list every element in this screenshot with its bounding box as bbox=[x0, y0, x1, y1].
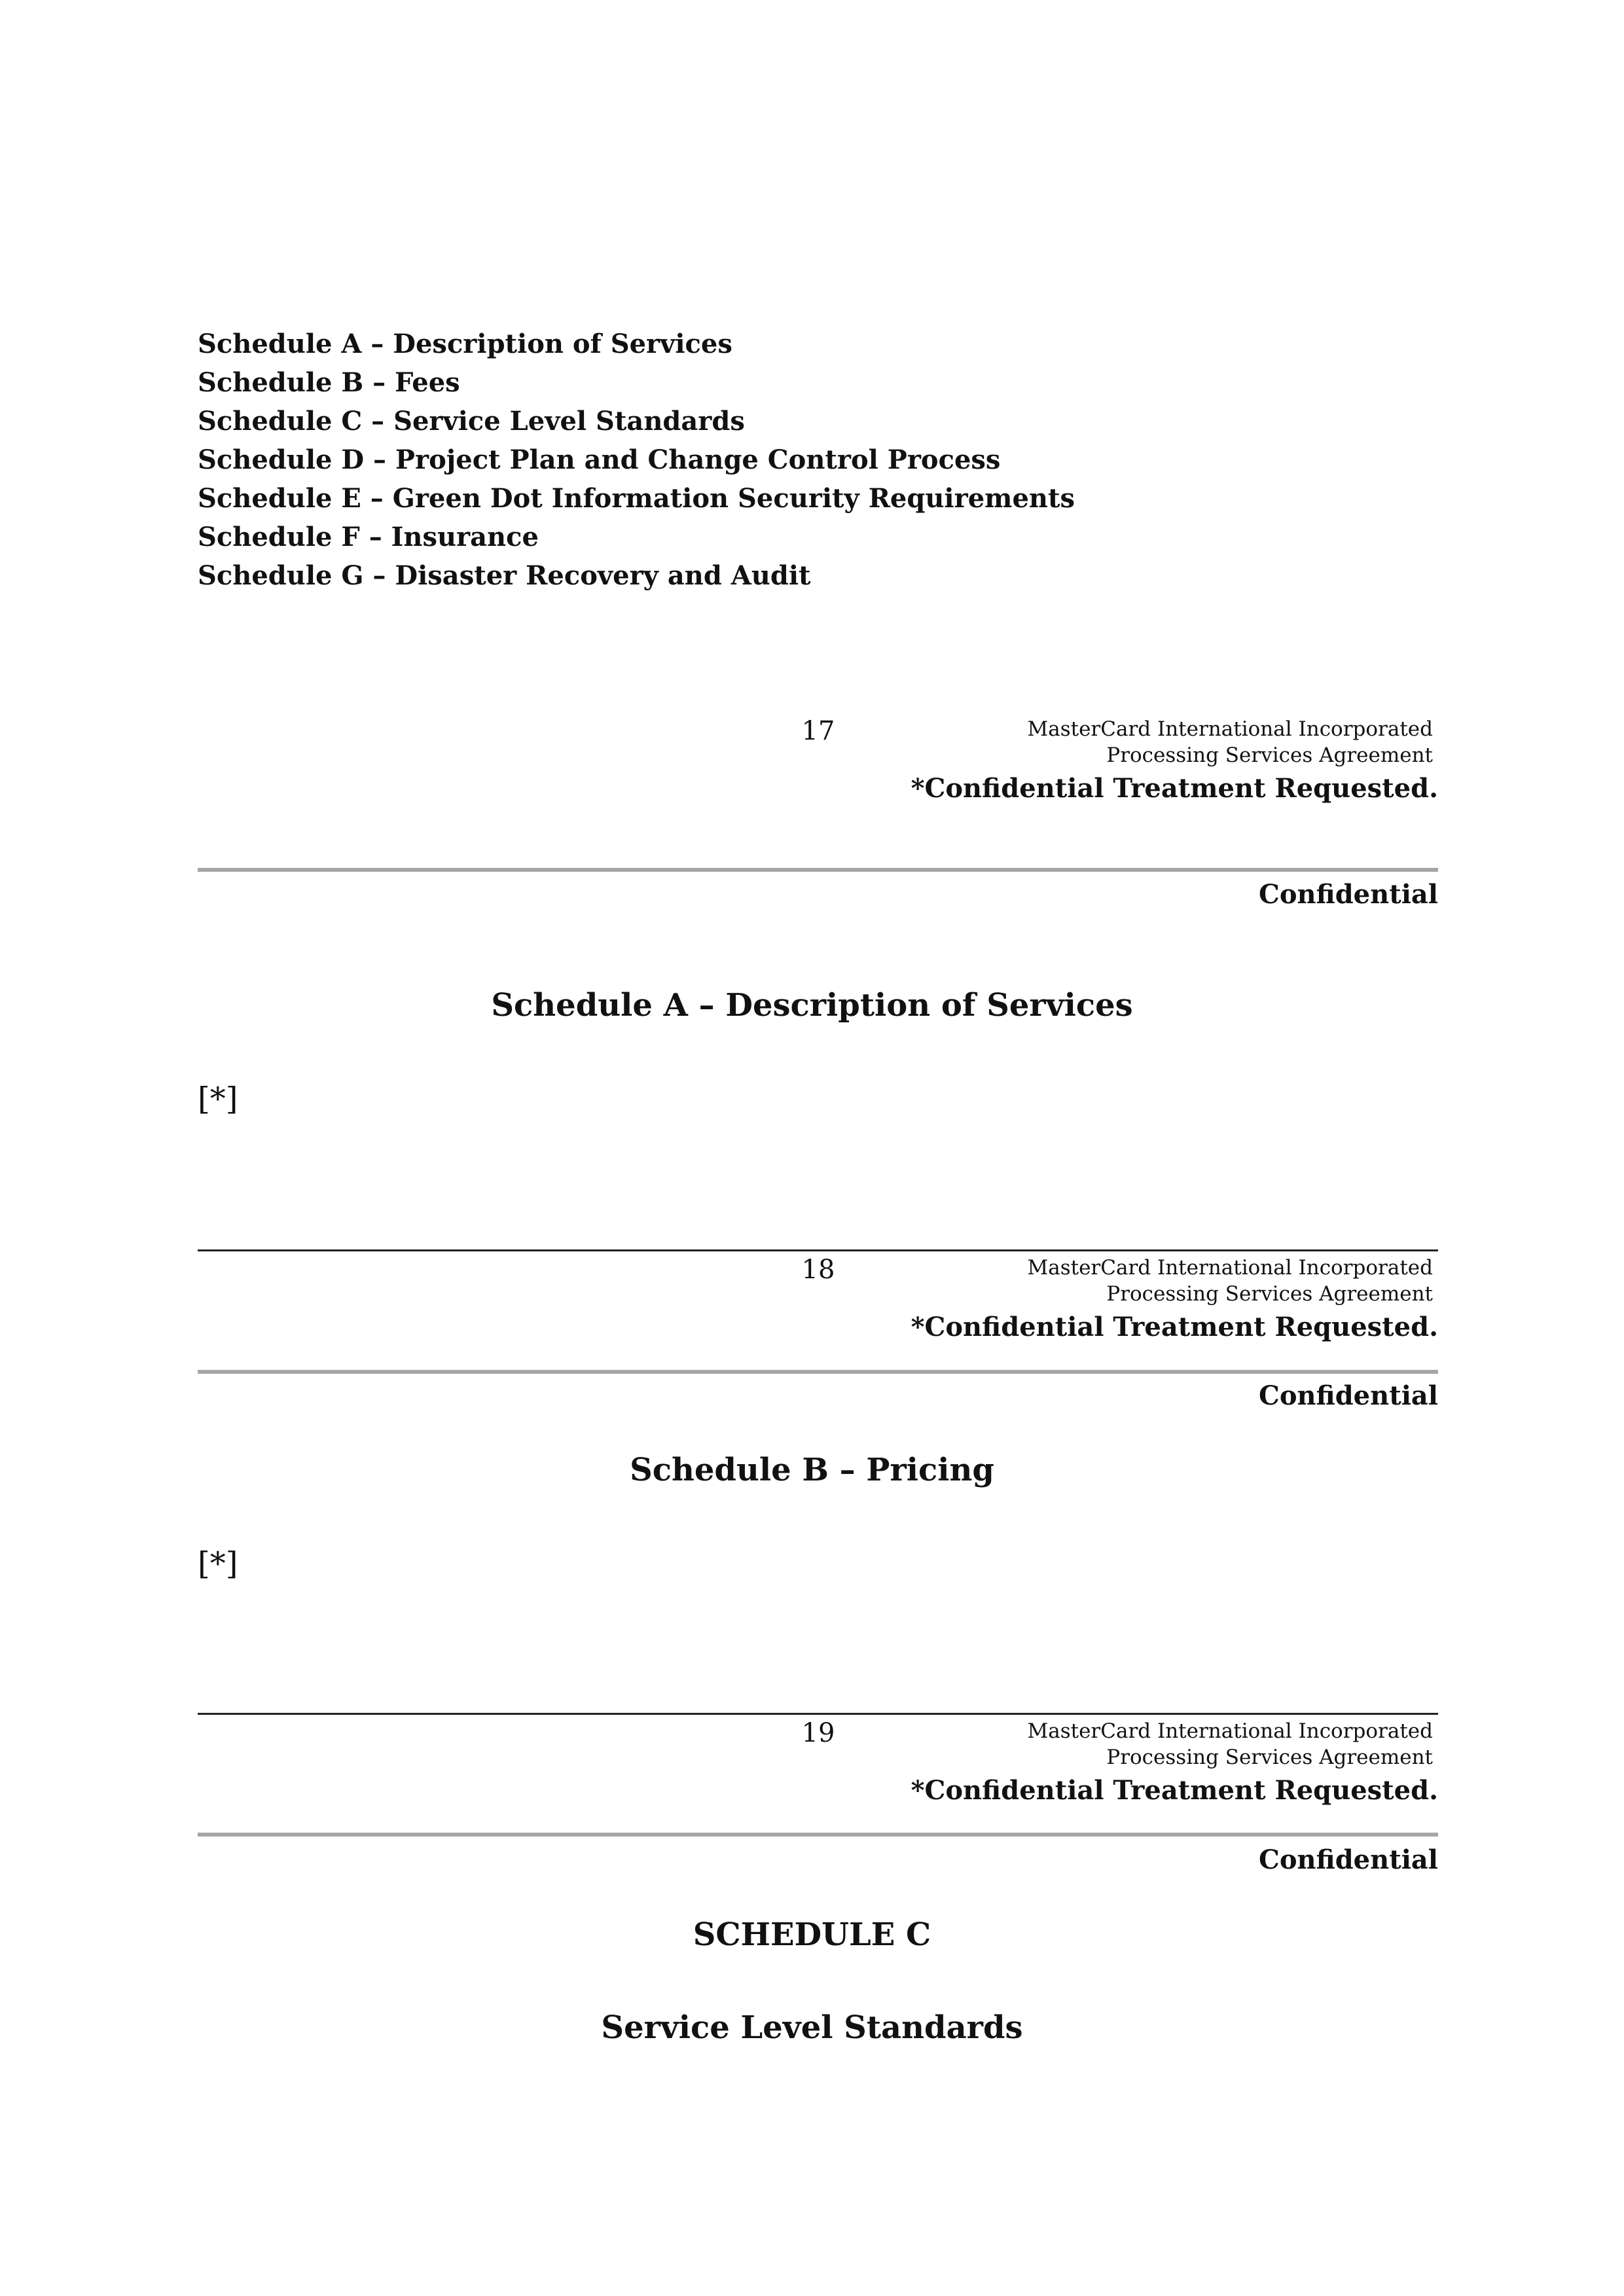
footer-agreement: Processing Services Agreement bbox=[1106, 744, 1433, 767]
page-footer bbox=[849, 1255, 1438, 1344]
confidential-treatment-notice: *Confidential Treatment Requested. bbox=[911, 773, 1438, 804]
schedule-c-title: Service Level Standards bbox=[601, 2009, 1023, 2046]
page-number: 19 bbox=[801, 1718, 835, 1748]
schedule-list-item: Schedule G – Disaster Recovery and Audit bbox=[198, 560, 811, 591]
page-divider bbox=[198, 1833, 1438, 1837]
confidential-treatment-notice: *Confidential Treatment Requested. bbox=[911, 1775, 1438, 1806]
schedule-b-title: Schedule B – Pricing bbox=[630, 1452, 994, 1488]
footer-rule bbox=[198, 1713, 1438, 1715]
confidential-header: Confidential bbox=[1259, 879, 1438, 910]
footer-rule bbox=[198, 1249, 1438, 1251]
footer-agreement: Processing Services Agreement bbox=[1106, 1282, 1433, 1306]
schedule-list-item: Schedule A – Description of Services bbox=[198, 329, 732, 359]
page-divider bbox=[198, 1370, 1438, 1374]
page-number: 17 bbox=[801, 716, 835, 746]
redacted-content: [*] bbox=[198, 1081, 238, 1117]
schedule-list-item: Schedule F – Insurance bbox=[198, 522, 539, 552]
schedule-list-item: Schedule D – Project Plan and Change Control Process bbox=[198, 444, 1001, 475]
page-footer bbox=[849, 716, 1438, 805]
schedule-list-item: Schedule E – Green Dot Information Security Requirements bbox=[198, 483, 1075, 514]
schedule-list-item: Schedule B – Fees bbox=[198, 367, 460, 398]
schedule-list-item: Schedule C – Service Level Standards bbox=[198, 406, 745, 437]
schedule-a-title: Schedule A – Description of Services bbox=[491, 987, 1133, 1024]
schedule-list bbox=[198, 325, 1075, 595]
schedule-c-label: SCHEDULE C bbox=[693, 1916, 931, 1953]
footer-agreement: Processing Services Agreement bbox=[1106, 1746, 1433, 1769]
page-footer bbox=[849, 1718, 1438, 1807]
confidential-header: Confidential bbox=[1259, 1380, 1438, 1411]
footer-company: MasterCard International Incorporated bbox=[1027, 717, 1433, 741]
footer-company: MasterCard International Incorporated bbox=[1027, 1256, 1433, 1280]
footer-company: MasterCard International Incorporated bbox=[1027, 1719, 1433, 1743]
page-divider bbox=[198, 868, 1438, 872]
confidential-header: Confidential bbox=[1259, 1844, 1438, 1875]
confidential-treatment-notice: *Confidential Treatment Requested. bbox=[911, 1312, 1438, 1342]
page-number: 18 bbox=[801, 1255, 835, 1285]
redacted-content: [*] bbox=[198, 1545, 238, 1582]
